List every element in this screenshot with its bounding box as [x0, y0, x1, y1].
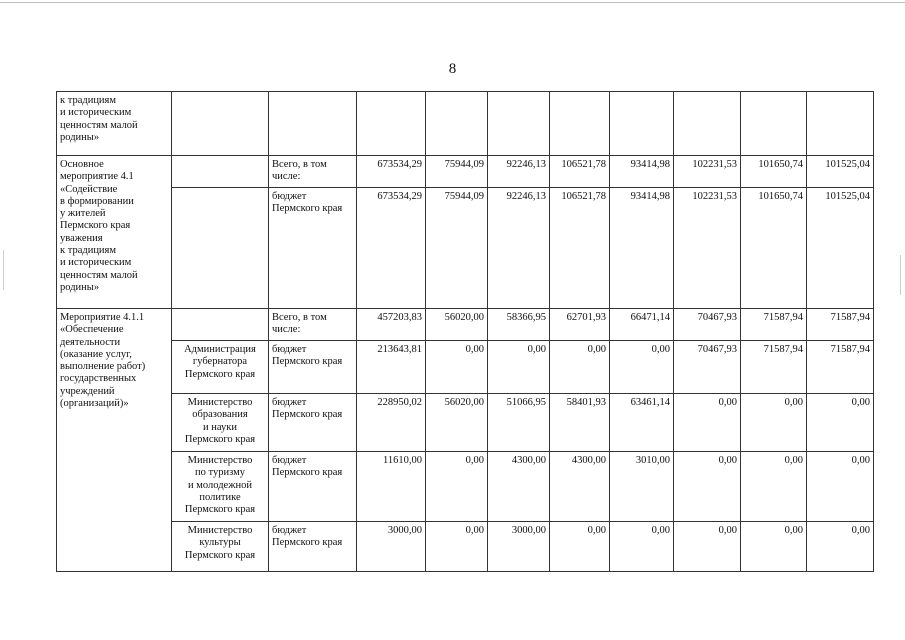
amount-cell: 70467,93: [674, 341, 741, 394]
amount-cell: [357, 92, 426, 156]
amount-cell: 101650,74: [741, 188, 807, 309]
amount-cell: 92246,13: [488, 156, 550, 188]
amount-cell: 457203,83: [357, 309, 426, 341]
amount-cell: [807, 92, 874, 156]
amount-cell: 0,00: [674, 394, 741, 452]
amount-cell: [610, 92, 674, 156]
amount-cell: 102231,53: [674, 156, 741, 188]
amount-cell: 11610,00: [357, 452, 426, 522]
amount-cell: 3010,00: [610, 452, 674, 522]
amount-cell: 673534,29: [357, 188, 426, 309]
amount-cell: 58401,93: [550, 394, 610, 452]
funding-source-cell: бюджет Пермского края: [269, 522, 357, 572]
amount-cell: 75944,09: [426, 156, 488, 188]
amount-cell: 102231,53: [674, 188, 741, 309]
amount-cell: 0,00: [674, 452, 741, 522]
table-row: [57, 394, 874, 452]
amount-cell: 0,00: [610, 522, 674, 572]
table-row: [57, 92, 874, 156]
table-row: [57, 341, 874, 394]
executor-cell: [172, 156, 269, 188]
executor-cell: Администрация губернатора Пермского края: [172, 341, 269, 394]
amount-cell: 0,00: [426, 452, 488, 522]
funding-source-cell: Всего, в том числе:: [269, 309, 357, 341]
amount-cell: [674, 92, 741, 156]
funding-source-cell: Всего, в том числе:: [269, 156, 357, 188]
funding-source-cell: бюджет Пермского края: [269, 394, 357, 452]
amount-cell: [488, 92, 550, 156]
funding-source-cell: бюджет Пермского края: [269, 341, 357, 394]
funding-source-cell: бюджет Пермского края: [269, 188, 357, 309]
amount-cell: 56020,00: [426, 309, 488, 341]
executor-cell: [172, 92, 269, 156]
page-number: 8: [448, 61, 457, 77]
amount-cell: 92246,13: [488, 188, 550, 309]
amount-cell: [741, 92, 807, 156]
amount-cell: 228950,02: [357, 394, 426, 452]
amount-cell: 101525,04: [807, 188, 874, 309]
amount-cell: 71587,94: [741, 341, 807, 394]
amount-cell: 0,00: [741, 394, 807, 452]
amount-cell: 0,00: [741, 452, 807, 522]
amount-cell: 75944,09: [426, 188, 488, 309]
amount-cell: 71587,94: [807, 309, 874, 341]
funding-source-cell: бюджет Пермского края: [269, 452, 357, 522]
amount-cell: 0,00: [807, 522, 874, 572]
amount-cell: 4300,00: [488, 452, 550, 522]
amount-cell: [426, 92, 488, 156]
amount-cell: 0,00: [426, 341, 488, 394]
amount-cell: 71587,94: [741, 309, 807, 341]
amount-cell: 213643,81: [357, 341, 426, 394]
activity-name-cell: к традициям и историческим ценностям малой родины»: [57, 92, 172, 156]
scan-left-edge: [3, 250, 4, 290]
amount-cell: 66471,14: [610, 309, 674, 341]
amount-cell: 0,00: [550, 341, 610, 394]
amount-cell: 0,00: [550, 522, 610, 572]
scan-top-edge: [0, 2, 905, 3]
table-row: [57, 452, 874, 522]
amount-cell: 101650,74: [741, 156, 807, 188]
table-row: [57, 188, 874, 309]
amount-cell: 62701,93: [550, 309, 610, 341]
amount-cell: 51066,95: [488, 394, 550, 452]
amount-cell: 101525,04: [807, 156, 874, 188]
amount-cell: 58366,95: [488, 309, 550, 341]
executor-cell: [172, 188, 269, 309]
table-row: [57, 522, 874, 572]
activity-name-cell: Мероприятие 4.1.1 «Обеспечение деятельности (оказание услуг, выполнение работ) государственных учреждений (организаций)»: [57, 309, 172, 572]
table-row: [57, 156, 874, 188]
executor-cell: Министерство образования и науки Пермского края: [172, 394, 269, 452]
amount-cell: 0,00: [610, 341, 674, 394]
executor-cell: [172, 309, 269, 341]
amount-cell: 71587,94: [807, 341, 874, 394]
amount-cell: 93414,98: [610, 156, 674, 188]
scan-right-edge: [900, 255, 901, 295]
amount-cell: 0,00: [807, 394, 874, 452]
executor-cell: Министерство культуры Пермского края: [172, 522, 269, 572]
amount-cell: 0,00: [674, 522, 741, 572]
amount-cell: 0,00: [741, 522, 807, 572]
amount-cell: 56020,00: [426, 394, 488, 452]
table-row: [57, 309, 874, 341]
amount-cell: 70467,93: [674, 309, 741, 341]
amount-cell: 673534,29: [357, 156, 426, 188]
amount-cell: 93414,98: [610, 188, 674, 309]
funding-source-cell: [269, 92, 357, 156]
budget-table: [56, 91, 874, 572]
amount-cell: 4300,00: [550, 452, 610, 522]
amount-cell: 0,00: [426, 522, 488, 572]
amount-cell: 0,00: [807, 452, 874, 522]
amount-cell: 3000,00: [488, 522, 550, 572]
executor-cell: Министерство по туризму и молодежной политике Пермского края: [172, 452, 269, 522]
amount-cell: 106521,78: [550, 188, 610, 309]
activity-name-cell: Основное мероприятие 4.1 «Содействие в формировании у жителей Пермского края уважения к традициям и историческим ценностям малой родины»: [57, 156, 172, 309]
amount-cell: 63461,14: [610, 394, 674, 452]
amount-cell: 3000,00: [357, 522, 426, 572]
amount-cell: 106521,78: [550, 156, 610, 188]
amount-cell: 0,00: [488, 341, 550, 394]
amount-cell: [550, 92, 610, 156]
